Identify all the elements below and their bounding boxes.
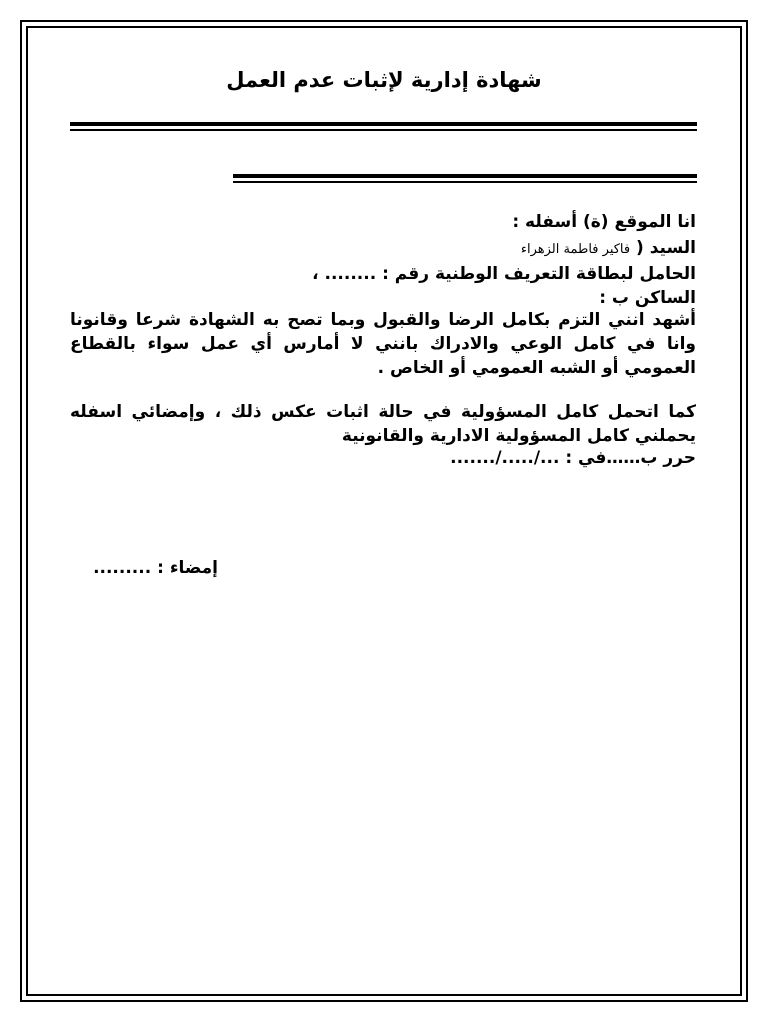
signature-line: إمضاء : .........: [93, 558, 218, 578]
sir-label: السيد (: [636, 238, 696, 258]
residence-line: الساكن ب :: [599, 288, 696, 308]
document-title: شهادة إدارية لإثبات عدم العمل: [226, 68, 542, 92]
name-line: [521, 238, 696, 258]
responsibility-paragraph: كما اتحمل كامل المسؤولية في حالة اثبات عكس ذلك ، وإمضائي اسفله يحملني كامل المسؤولية الادارية والقانونية: [70, 402, 696, 446]
declaration-paragraph: أشهد انني التزم بكامل الرضا والقبول وبما تصح به الشهادة شرعا وقانونا وانا في كامل الوعي والادراك بانني لا أمارس أي عمل سواء بالقطاع العمومي أو الشبه العمومي أو الخاص .: [70, 310, 696, 378]
date-place-line: حرر ب……في : .../...../.......: [450, 448, 696, 468]
person-name: فاكير فاطمة الزهراء: [520, 242, 631, 257]
signatory-line: انا الموقع (ة) أسفله :: [512, 212, 696, 232]
id-card-line: الحامل لبطاقة التعريف الوطنية رقم : ........ ،: [312, 264, 696, 284]
